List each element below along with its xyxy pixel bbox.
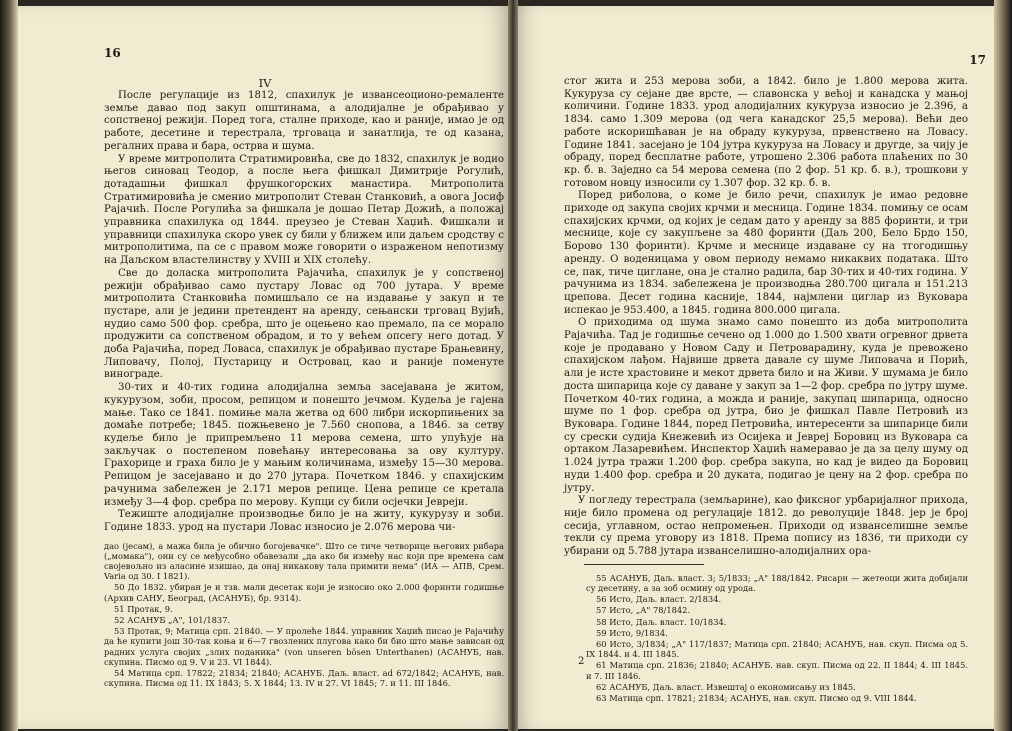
paragraph: стог жита и 253 мерова зоби, а 1842. било је 1.800 мерова жита. Кукуруза су сејане две врсте, — славонска у већој и канадска у мањој количини. Године 1833. урод алодијалних кукуруза износио је 2.396, а 1834. само 1.309 мерова (од чега канадског 25,5 мерова). Већи део работе искоришћаван је на обраду кукуруза, првенствено на Ловасу. Године 1841. засејано је 104 јутра кукуруза на Ловасу и другде, за чију је обраду, поред бесплатне работе, утрошено 2.306 работа плаћених по 30 кр. б. в. Заједно са 54 мерова семена (по 2 фор. 51 кр. б. в.), трошкови у готовом новцу износили су 1.307 фор. 32 кр. б. в.: [564, 76, 968, 189]
footnote: 61 Матица срп. 21836; 21840; АСАНУБ. нав. скуп. Писма од 22. II 1844; 4. III 1845. и 7. III 1846.: [586, 660, 968, 681]
footnote: 59 Исто, 9/1834.: [596, 627, 668, 638]
paragraph: Поред риболова, о коме је било речи, спахилук је имао редовне приходе од закупа својих крчми и месница. Године 1834. помињу се осам спахијских крчми, од којих је седам дато у аренду за 885 форинти, и три меснице, које су закупљене за 480 форинти (Даљ 200, Бело Брдо 150, Борово 130 форинти). Крчме и меснице издаване су на тгогодишњу аренду. О воденицама у овом периоду немамо никаквих података. Што се, пак, тиче циглане, она је стално радила, бар 30-тих и 40-тих година. У рачунима из 1834. забележена је производња 280.700 цигала и 151.213 црепова. Десет година касније, 1844, најмлени циглар из Вуковара испекао је 953.400, а 1845. година 800.000 цигала.: [564, 190, 968, 316]
paragraph: У погледу терестрала (земљарине), као фиксног урбаријалног прихода, није било промена од регулације 1812. до револуције 1848. јер је број сесија, углавном, остао непромењен. Приходи од изванселишне земље текли су према уговору из 1818. Према попису из 1836, ти приходи су убирани од 5.788 јутара изванселишно-алодијалних ора-: [564, 495, 968, 558]
footnote: 62 АСАНУБ, Даљ. власт. Извештај о економисању из 1845.: [596, 681, 856, 692]
footnote: 56 Исто, Даљ. власт. 2/1834.: [596, 594, 722, 605]
footnote: 63 Матица срп. 17821; 21834; АСАНУБ, нав. скуп. Писмо од 9. VIII 1844.: [596, 692, 917, 703]
footnote: 53 Протак, 9; Матица срп. 21840. — У пролеће 1844. управник Хаџић писао је Рајачићу да ће купити још 30-так коња и 6—7 гвозлених плугова како би био што мање зависан од радних услуга својих „злих поданика" (von unseren bösen Unterthanen) (АСАНУБ, нав. скупина. Писмо од 9. V и 23. VI 1844).: [104, 626, 504, 667]
footnotes: [104, 541, 504, 689]
book-edge-right: [994, 0, 1012, 731]
page-number: 16: [104, 46, 121, 60]
footnote: 55 АСАНУБ, Даљ. власт. 3; 5/1833; „А" 188/1842. Рисарн — жетеоци жита добијали су десетину, а за зоб осмину од урода.: [586, 572, 968, 593]
page-number: 17: [969, 53, 986, 67]
book-gutter: [508, 0, 518, 731]
footnote: 52 АСАНУБ „А", 101/1837.: [114, 615, 231, 626]
body-text: [564, 76, 968, 704]
left-page: [18, 6, 512, 729]
footnote: 58 Исто, Даљ. власт. 10/1834.: [596, 616, 727, 627]
footnote: 50 До 1832. убиран је и тзв. мали десетак који је износио око 2.000 форинти годишње (Архив САНУ, Београд, (АСАНУБ), бр. 9314).: [104, 582, 504, 603]
footnote: 60 Исто, 3/1834; „А" 117/1837; Матица срп. 21840; АСАНУБ, нав. скуп. Писма од 5. IX 1844. и 4. III 1845.: [586, 638, 968, 660]
paragraph: У време митрополита Стратимировића, све до 1832, спахилук је водио његов синовац Теодор, а после њега фишкал Димитрије Рогулић, дотадашњи фишкал фрушкогорских манастира. Митрополита Стратимировића је сменио митрополит Стеван Станковић, а овога Јосиф Рајачић. После Рогулића за фишкала је дошао Петар Дожић, а положај управника спахилука од 1844. преузео је Стеван Хаџић. Фишкали и управници спахилука скоро увек су били у ближем или даљем сродству с митрополитима, па се с правом може говорити о израженом непотизму на Даљском властелинству у XVIII и XIX столећу.: [104, 153, 504, 267]
footnote-divider: [584, 564, 704, 565]
footnotes: [586, 573, 968, 703]
signature-mark: 2: [578, 656, 585, 667]
paragraph: После регулације из 1812, спахилук је извансеоционо-ремаленте земље давао под закуп општинама, а алодијалне је обрађивао у сопственој режији. Поред тога, сталне приходе, као и раније, имао је од работе, десетине и терестрала, трговаца и занатлија, те од казана, регалних права и бара, острва и шума.: [104, 90, 504, 152]
paragraph: О приходима од шума знамо само понешто из доба митрополита Рајачића. Тад је годишње сечено од 1.000 до 1.500 хвати огревног дрвета које је продавано у Новом Саду и Петроварадину, куда је превожено спахијском лађом. Највише дрвета давале су шуме Липовача и Порић, али је исте храстовине и мекот дрвета било и на Живи. У шумама је било доста шипарица које су даване у закуп за 1—2 фор. сребра по јутру шуме. Почетком 40-тих година, а можда и раније, закупац шипарица, односно шуме по 1 фор. сребра од јутра, био је фишкал Павле Петровић из Вуковара. Године 1844, поред Петровића, интересенти за шипарице били су срески судија Кнежевић из Осијека и Јевреј Боровиц из Вуковара са ортаком Лазаревићем. Инспектор Хаџић намеравао је да за целу шуму од 1.024 јутра тражи 1.200 фор. сребра закупа, но кад је видео да Боровиц нуди 1.400 фор. сребра и 20 дуката, подигао је цену на 2 фор. сребра по јутру.: [564, 317, 968, 494]
right-page: [514, 6, 994, 729]
body-text: [104, 90, 504, 689]
section-heading: IV: [258, 76, 272, 90]
paragraph: 30-тих и 40-тих година алодијална земља засејавана је житом, кукурузом, зоби, просом, репицом и понешто јечмом. Кудеља је гајена мање. Тако се 1841. помиње мала жетва од 600 либри искорпињених за домаће потребе; 1845. пожњевено је 7.560 снопова, а 1846. за сетву кудеље било је припремљено 11 мерова семена, што упућује на закључак о постепеном повећању интересовања за ову културу. Грахорице и граха било је у мањим количинама, између 15—30 мерова. Репицом је засејавано и до 270 јутара. Почетком 1846. у спахијским рачунима забележен је 2.171 меров репице. Цена репице се кретала између 3—4 фор. сребра по мерову. Купци су били осјечки Јевреји.: [104, 382, 504, 508]
footnote: дао (јесам), а мажа била је обично богојевачке". Што се тиче четворице његових рибара („момака"), они су се међусобно обавезали „да ако би између нас који пре времена сам својевољно из аласине изишао, да онај никакову тала примити нема" (ИА — АПВ, Срем. Varia од 30. I 1821).: [104, 540, 504, 582]
book-edge-left: [0, 0, 18, 731]
footnote: 57 Исто, „А" 78/1842.: [596, 605, 691, 616]
paragraph: Тежиште алодијалне производње било је на житу, кукурузу и зоби. Године 1833. урод на пустари Ловас износио је 2.076 мерова чи-: [104, 509, 504, 533]
paragraph: Све до доласка митрополита Рајачића, спахилук је у сопственој режији обрађивао само пустару Ловас од 700 јутара. У време митрополита Станковића помишљало се на издавање у закуп и те пустаре, али је једини претендент на аренду, сењански трговац Вујић, нудио само 500 фор. сребра, што је оцењено као премало, па се морало продужити са сопственом обрадом, и то у већем опсегу него дотад. У доба Рајачића, поред Ловаса, спахилук је обрађивао пустаре Брањевину, Липовачу, Полој, Пустарицу и Островац, као и раније поменуте винограде.: [104, 267, 504, 381]
footnote: 54 Матица срп. 17822; 21834; 21840; АСАНУБ. Даљ. власт. ad 672/1842; АСАНУБ, нав. скупина. Писма од 11. IX 1843; 5. X 1844; 13. IV и 27. VI 1845; 7. и 11. III 1846.: [104, 668, 504, 689]
footnote: 51 Протак, 9.: [114, 603, 173, 614]
